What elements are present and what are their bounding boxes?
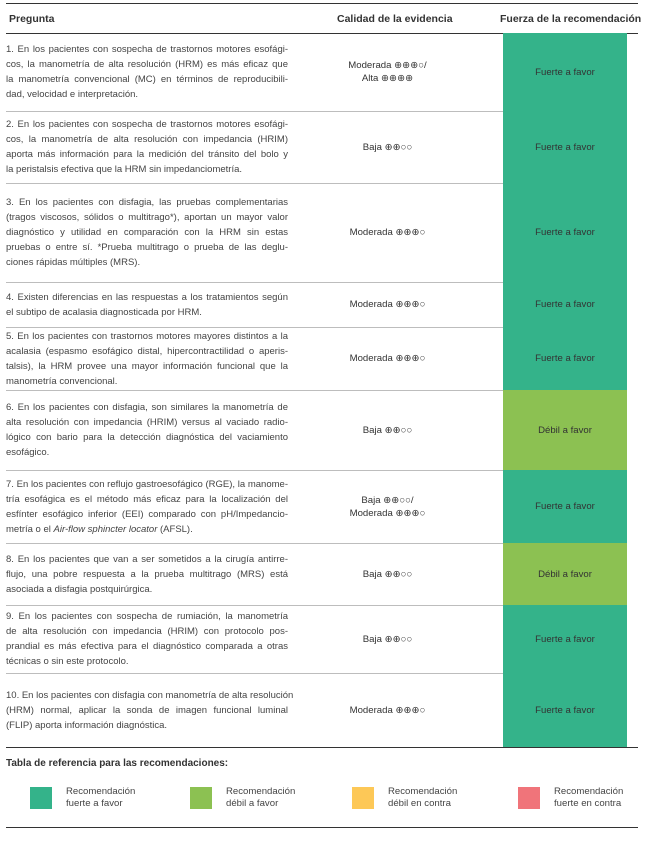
- question-line: cos, la manometría de alta resolución (HRM) es más eficaz que: [6, 59, 288, 70]
- recommendation-strength: Fuerte a favor: [503, 183, 627, 282]
- evidence-quality: [300, 111, 475, 183]
- legend-label-line: fuerte en contra: [554, 798, 622, 809]
- question-text: [6, 400, 288, 460]
- question-line: 5. En los pacientes con trastornos motores mayores distintos a la: [6, 331, 288, 342]
- question-line: 7. En los pacientes con reflujo gastroesofágico (RGE), la manome-: [6, 479, 288, 490]
- recommendation-strength: Débil a favor: [503, 543, 627, 605]
- legend-swatch: [190, 787, 212, 809]
- table-row: [0, 33, 650, 111]
- evidence-quality: [300, 33, 475, 111]
- evidence-line: Baja ⊕⊕○○: [362, 141, 413, 153]
- question-line: la peristalsis efectiva que la HRM sin impedanciometría.: [6, 164, 243, 175]
- legend-label-line: débil a favor: [226, 798, 279, 809]
- evidence-quality: [300, 673, 475, 747]
- legend-label-line: fuerte a favor: [66, 798, 123, 809]
- question-line: ciones rápidas múltiples (MRS).: [6, 257, 141, 268]
- evidence-quality: [300, 543, 475, 605]
- question-line: esfínter esofágico inferior (EEI) comparado con pH/Impedancio-: [6, 509, 288, 520]
- evidence-line: Moderada ⊕⊕⊕○: [349, 353, 426, 364]
- recommendation-strength: Fuerte a favor: [503, 33, 627, 111]
- question-line: aporta más información para la medición del tránsito del bolo y: [6, 149, 288, 160]
- question-text: [6, 609, 288, 669]
- question-text: [6, 195, 288, 270]
- table-row: [0, 673, 650, 747]
- evidence-quality: [300, 282, 475, 327]
- recommendation-strength: Fuerte a favor: [503, 605, 627, 673]
- recommendation-strength: Fuerte a favor: [503, 470, 627, 543]
- table-row: [0, 111, 650, 183]
- recommendation-strength: Débil a favor: [503, 390, 627, 470]
- legend-title: Tabla de referencia para las recomendaciones:: [6, 758, 229, 769]
- question-text: [6, 329, 288, 389]
- recommendation-strength: Fuerte a favor: [503, 327, 627, 390]
- question-line: 10. En los pacientes con disfagia con manometría de alta resolución: [6, 690, 294, 701]
- question-line: la manometría convencional (MC) en términos de reproducibili-: [6, 74, 288, 85]
- question-line: 1. En los pacientes con sospecha de trastornos motores esofági-: [6, 44, 288, 55]
- recommendation-strength: Fuerte a favor: [503, 111, 627, 183]
- evidence-line: Moderada ⊕⊕⊕○: [349, 299, 426, 310]
- evidence-quality: [300, 327, 475, 390]
- legend-label-line: Recomendación: [554, 786, 624, 797]
- question-line: acalasia (espasmo esofágico distal, hipercontractilidad o aperis-: [6, 346, 288, 357]
- question-line: talsis), la HRM provee una mayor información funcional que la: [6, 361, 288, 372]
- question-line: tría esofágica es el método más eficaz para la localización del: [6, 494, 288, 505]
- legend-label: [388, 786, 498, 810]
- question-line: (FLIP) aporta información diagnóstica.: [6, 720, 168, 731]
- question-line: 9. En los pacientes con sospecha de rumiación, la manometría: [6, 611, 288, 622]
- question-line: asociada a disfagia postquirúrgica.: [6, 584, 153, 595]
- question-line: dad, velocidad e interpretación.: [6, 89, 139, 100]
- question-line: cos, la manometría de alta resolución con impedancia (HRIM): [6, 134, 288, 145]
- header-fuerza: Fuerza de la recomendación: [500, 13, 642, 25]
- question-line: pruebas o entre sí. *Prueba multitrago o prueba de las deglu-: [6, 242, 288, 253]
- question-line: prandial es más efectiva para el diagnóstico comparada a otras: [6, 641, 288, 652]
- evidence-quality: [300, 390, 475, 470]
- question-text: [6, 42, 288, 102]
- evidence-quality: [300, 183, 475, 282]
- legend-label: [226, 786, 336, 810]
- question-line: 2. En los pacientes con sospecha de trastornos motores esofági-: [6, 119, 288, 130]
- question-line: diagnóstico y utilidad en comparación con la HRM sin estas: [6, 227, 288, 238]
- question-line: flujo, una pobre respuesta a la prueba multitrago (MRS) está: [6, 569, 288, 580]
- question-line: de alta resolución con impedancia (HRIM) con protocolo pos-: [6, 626, 288, 637]
- table-row: [0, 470, 650, 543]
- page-bottom-rule: [6, 827, 638, 828]
- question-line: alta resolución con impedancia (HRIM) versus al vaciado radio-: [6, 417, 288, 428]
- legend-label: [554, 786, 650, 810]
- question-line: 3. En los pacientes con disfagia, las pruebas complementarias: [6, 197, 288, 208]
- legend-swatch: [352, 787, 374, 809]
- question-line: esofágico.: [6, 447, 50, 458]
- table-row: [0, 543, 650, 605]
- question-line: el subtipo de acalasia diagnosticada por HRM.: [6, 307, 202, 318]
- question-text: [6, 688, 294, 733]
- table-row: [0, 390, 650, 470]
- header-calidad: Calidad de la evidencia: [337, 13, 453, 25]
- evidence-line: Baja ⊕⊕○○: [362, 424, 413, 436]
- table-row: [0, 183, 650, 282]
- question-line: lógico con bario para la detección diagnóstica del vaciamiento: [6, 432, 288, 443]
- table-top-rule: [6, 3, 638, 4]
- evidence-line: Alta ⊕⊕⊕⊕: [361, 73, 414, 84]
- recommendation-strength: Fuerte a favor: [503, 282, 627, 327]
- evidence-quality: [300, 470, 475, 543]
- question-line: 4. Existen diferencias en las respuestas a los tratamientos según: [6, 292, 288, 303]
- evidence-line: Moderada ⊕⊕⊕○: [349, 227, 426, 238]
- evidence-quality: [300, 605, 475, 673]
- evidence-line: Baja ⊕⊕○○: [362, 568, 413, 580]
- question-line: metría o el Air-flow sphincter locator (AFSL).: [6, 524, 193, 535]
- question-text: [6, 117, 288, 177]
- evidence-line: Moderada ⊕⊕⊕○/: [348, 60, 427, 71]
- question-text: [6, 290, 288, 320]
- evidence-line: Moderada ⊕⊕⊕○: [349, 507, 426, 519]
- evidence-line: Baja ⊕⊕○○/: [361, 494, 414, 506]
- legend-label-line: Recomendación: [388, 786, 458, 797]
- question-line: (HRM) normal, aplicar la sonda de imagen funcional luminal: [6, 705, 288, 716]
- question-text: [6, 552, 288, 597]
- legend-label-line: Recomendación: [66, 786, 136, 797]
- legend-swatch: [30, 787, 52, 809]
- header-pregunta: Pregunta: [9, 13, 55, 25]
- question-line: 8. En los pacientes que van a ser sometidos a la cirugía antirre-: [6, 554, 288, 565]
- table-row: [0, 282, 650, 327]
- legend-label-line: Recomendación: [226, 786, 296, 797]
- evidence-line: Moderada ⊕⊕⊕○: [349, 704, 426, 716]
- question-line: (tragos viscosos, sólidos o multitrago*), aportan un mayor valor: [6, 212, 288, 223]
- legend-label: [66, 786, 176, 810]
- question-line: técnicas o sin este protocolo.: [6, 656, 129, 667]
- table-row: [0, 605, 650, 673]
- legend-label-line: débil en contra: [388, 798, 451, 809]
- recommendation-strength: Fuerte a favor: [503, 673, 627, 747]
- table-row: [0, 327, 650, 390]
- legend-swatch: [518, 787, 540, 809]
- question-line: manometría convencional.: [6, 376, 118, 387]
- evidence-line: Baja ⊕⊕○○: [362, 633, 413, 645]
- question-text: [6, 477, 288, 537]
- table-bottom-rule: [6, 747, 638, 748]
- question-line: 6. En los pacientes con disfagia, son similares la manometría de: [6, 402, 288, 413]
